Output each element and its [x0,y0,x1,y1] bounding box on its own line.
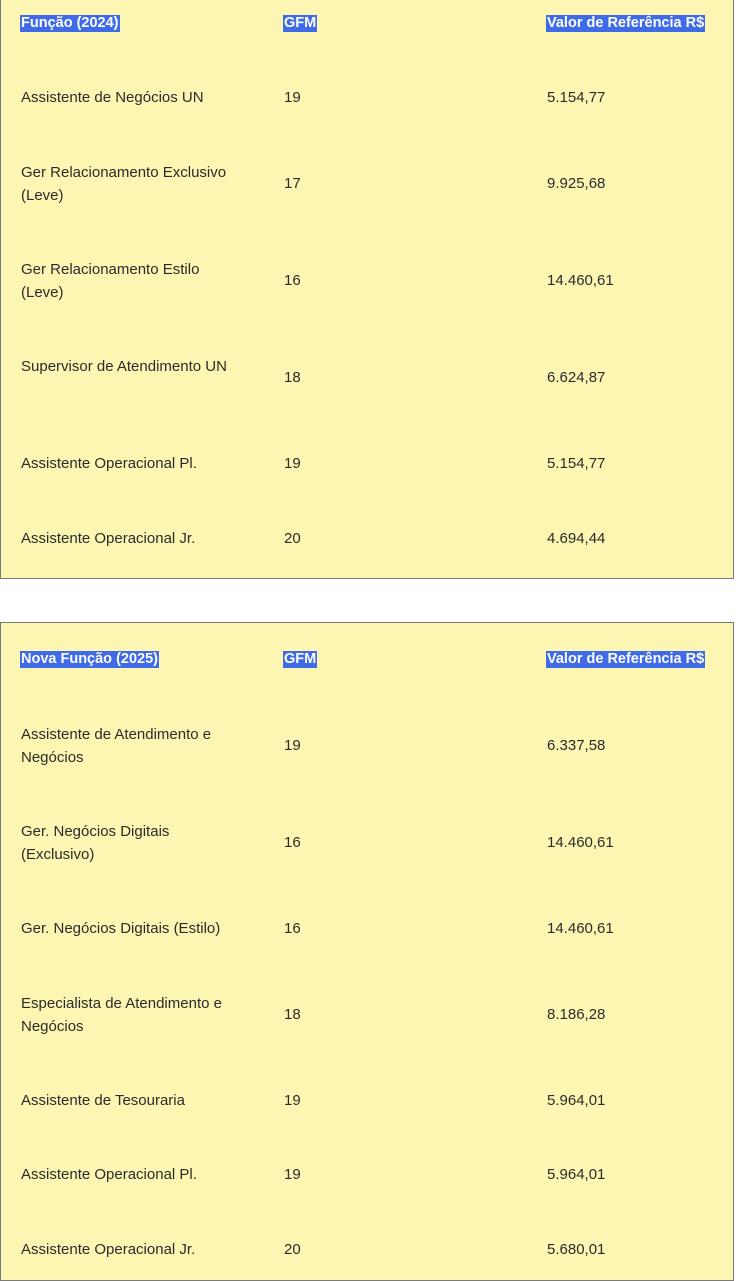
cell-function: Ger. Negócios Digitais (Exclusivo) [21,823,170,863]
cell-value: 4.694,44 [547,530,606,547]
cell-value: 5.964,01 [547,1092,606,1109]
cell-value: 9.925,68 [547,175,606,192]
cell-function: Assistente de Atendimento e Negócios [21,726,212,766]
cell-value: 8.186,28 [547,1006,606,1023]
cell-function: Supervisor de Atendimento UN [21,358,227,375]
cell-gfm: 19 [284,89,301,106]
header-function: Função (2024) [21,15,119,31]
cell-gfm: 18 [284,369,301,386]
cell-value: 14.460,61 [547,920,614,937]
cell-value: 5.964,01 [547,1166,606,1183]
cell-function: Ger Relacionamento Estilo (Leve) [21,261,200,301]
table-2024 [0,0,734,579]
header-value: Valor de Referência R$ [547,651,705,667]
cell-function: Assistente Operacional Jr. [21,1241,196,1258]
cell-function: Assistente de Negócios UN [21,89,204,106]
cell-gfm: 16 [284,272,301,289]
cell-value: 14.460,61 [547,272,614,289]
cell-value: 6.624,87 [547,369,606,386]
cell-function: Assistente Operacional Pl. [21,1166,197,1183]
cell-function: Ger Relacionamento Exclusivo (Leve) [21,164,227,204]
header-gfm: GFM [284,15,317,31]
cell-function: Assistente Operacional Pl. [21,455,197,472]
cell-function: Assistente Operacional Jr. [21,530,196,547]
cell-gfm: 19 [284,1166,301,1183]
cell-function: Assistente de Tesouraria [21,1092,185,1109]
cell-gfm: 19 [284,1092,301,1109]
cell-gfm: 19 [284,737,301,754]
cell-value: 14.460,61 [547,834,614,851]
cell-value: 5.680,01 [547,1241,606,1258]
cell-gfm: 16 [284,834,301,851]
cell-gfm: 18 [284,1006,301,1023]
cell-value: 5.154,77 [547,455,606,472]
cell-value: 5.154,77 [547,89,606,106]
table-header [1,623,733,667]
cell-gfm: 20 [284,530,301,547]
header-function: Nova Função (2025) [21,651,158,667]
table-2025 [0,622,734,1281]
header-value: Valor de Referência R$ [547,15,705,31]
cell-function: Especialista de Atendimento e Negócios [21,995,222,1035]
table-header [1,0,733,39]
cell-function: Ger. Negócios Digitais (Estilo) [21,920,221,937]
cell-gfm: 20 [284,1241,301,1258]
cell-gfm: 16 [284,920,301,937]
cell-gfm: 17 [284,175,301,192]
cell-value: 6.337,58 [547,737,606,754]
header-gfm: GFM [284,651,317,667]
cell-gfm: 19 [284,455,301,472]
